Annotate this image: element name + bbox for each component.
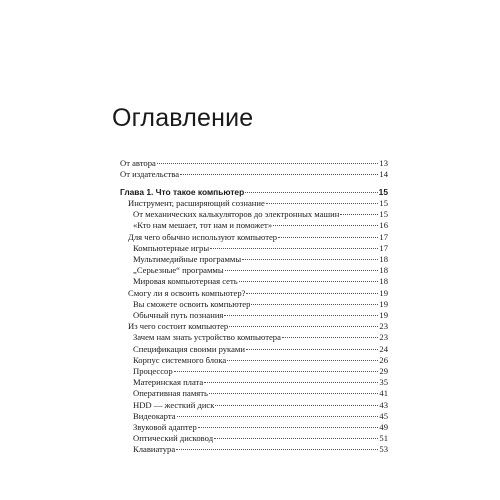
dot-leader [246,349,378,350]
toc-entry-title: Компьютерные игры [133,242,210,253]
toc-entry [120,169,388,180]
toc-entry-title: Вы сможете освоить компьютер [133,298,251,309]
toc-entry [120,422,388,433]
toc-entry-page-number: 23 [379,332,388,343]
toc-entry [120,355,388,366]
page-title: Оглавление [112,104,254,132]
toc-entry-page-number: 26 [379,354,388,365]
toc-entry-page-number: 24 [379,343,388,354]
toc-entry-page-number: 17 [379,231,388,242]
toc-entry-page-number: 15 [379,209,388,220]
dot-leader [246,293,378,294]
toc-entry-title: Смогу ли я освоить компьютер? [128,287,246,298]
toc-entry-title: «Кто нам мешает, тот нам и поможет» [133,220,273,231]
toc-entry-page-number: 29 [379,366,388,377]
toc-entry-title: HDD — жесткий диск [133,399,215,410]
toc-entry-title: От издательства [120,169,180,180]
toc-entry [120,276,388,287]
toc-entry [120,299,388,310]
toc-entry-page-number: 19 [379,298,388,309]
toc-entry [120,388,388,399]
toc-entry-title: Глава 1. Что такое компьютер [120,186,245,197]
dot-leader [198,427,379,428]
toc-entry-page-number: 19 [379,310,388,321]
toc-entry-title: Инструмент, расширяющий сознание [128,198,265,208]
toc-entry [120,433,388,444]
toc-entry-title: Для чего обычно используют компьютер [128,231,278,242]
toc-entry-title: От механических калькуляторов до электронных машин [133,209,340,220]
toc-entry-page-number: 15 [378,186,388,197]
dot-leader [245,192,377,193]
dot-leader [174,371,379,372]
toc-entry [120,254,388,265]
toc-entry-title: От автора [120,158,156,168]
toc-entry-title: Оперативная память [133,388,208,399]
toc-entry-title: Мировая компьютерная сеть [133,276,238,287]
toc-entry [120,310,388,321]
toc-entry-title: Процессор [133,366,173,377]
toc-entry [120,444,388,455]
toc-entry [120,198,388,209]
dot-leader [229,326,378,327]
dot-leader [273,225,378,226]
dot-leader [210,248,378,249]
dot-leader [340,214,378,215]
dot-leader [177,416,379,417]
toc-entry-title: „Серьезные“ программы [133,265,224,276]
dot-leader [266,203,379,204]
dot-leader [224,315,378,316]
dot-leader [239,281,379,282]
toc-entry-title: Обычный путь познания [133,310,224,321]
toc-entry-page-number: 49 [379,422,388,433]
toc-entry-page-number: 18 [379,265,388,276]
toc-entry-title: Из чего состоит компьютер [128,321,229,332]
dot-leader [242,259,378,260]
table-of-contents [120,158,388,456]
toc-entry-title: Мультимедийные программы [133,254,242,265]
dot-leader [282,337,379,338]
dot-leader [227,360,378,361]
toc-entry [120,158,388,169]
toc-entry [120,366,388,377]
toc-chapter-entry [120,187,388,198]
toc-entry-page-number: 45 [379,410,388,421]
toc-entry-page-number: 14 [379,169,388,180]
dot-leader [251,304,378,305]
toc-entry-page-number: 23 [379,321,388,332]
dot-leader [176,449,378,450]
toc-entry-title: Оптический дисковод [133,433,214,444]
toc-entry [120,400,388,411]
toc-entry [120,243,388,254]
toc-entry [120,411,388,422]
toc-entry-page-number: 43 [379,399,388,410]
dot-leader [204,382,378,383]
toc-entry-page-number: 19 [379,287,388,298]
dot-leader [209,393,378,394]
toc-entry [120,232,388,243]
dot-leader [157,163,379,164]
dot-leader [225,270,379,271]
toc-entry-page-number: 51 [379,433,388,444]
toc-entry-title: Звуковой адаптер [133,422,197,433]
toc-entry-title: Видеокарта [133,410,176,421]
dot-leader [278,237,378,238]
toc-entry-page-number: 17 [379,242,388,253]
dot-leader [180,174,378,175]
toc-entry-page-number: 15 [379,198,388,208]
toc-entry-page-number: 35 [379,377,388,388]
toc-entry-title: Клавиатура [133,444,176,455]
toc-entry-page-number: 41 [379,388,388,399]
toc-entry [120,377,388,388]
toc-entry-title: Спецификация своими руками [133,343,245,354]
toc-entry-page-number: 13 [379,158,388,168]
toc-entry-page-number: 16 [379,220,388,231]
toc-entry-title: Корпус системного блока [133,354,227,365]
toc-entry-title: Материнская плата [133,377,204,388]
toc-entry-page-number: 18 [379,254,388,265]
dot-leader [214,438,378,439]
toc-entry [120,265,388,276]
toc-entry [120,332,388,343]
toc-entry [120,321,388,332]
dot-leader [215,405,378,406]
toc-entry [120,344,388,355]
toc-entry [120,288,388,299]
toc-entry [120,209,388,220]
toc-entry-page-number: 18 [379,276,388,287]
toc-entry-title: Зачем нам знать устройство компьютера [133,332,281,343]
toc-entry-page-number: 53 [379,444,388,455]
toc-entry [120,220,388,231]
